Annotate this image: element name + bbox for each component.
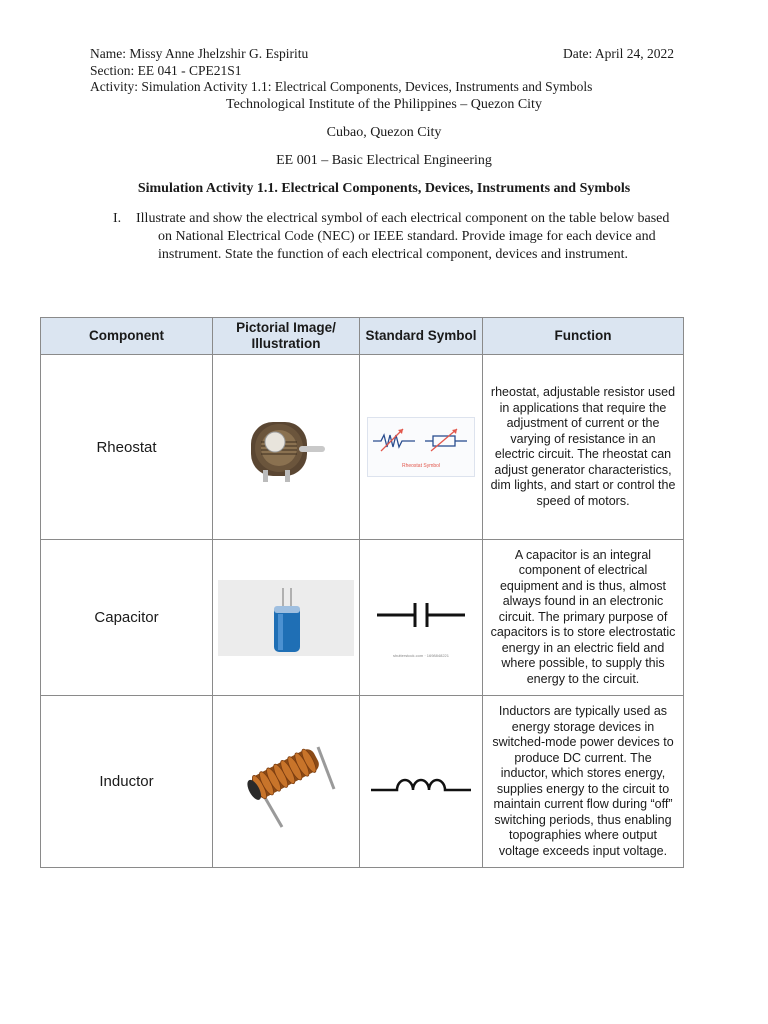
components-table — [40, 317, 684, 868]
capacitor-symbol-icon — [371, 573, 471, 663]
instruction-number: I. — [113, 211, 122, 226]
capacitor-photo-icon — [218, 580, 354, 656]
table-row — [41, 540, 684, 696]
date: Date: April 24, 2022 — [563, 46, 674, 61]
activity: Activity: Simulation Activity 1.1: Electrical Components, Devices, Instruments and Symbols — [90, 79, 593, 94]
institute-name: Technological Institute of the Philippines – Quezon City — [226, 97, 542, 112]
header-function: Function — [483, 318, 684, 355]
component-name: Inductor — [41, 696, 213, 868]
inductor-symbol-cell — [360, 696, 483, 868]
section: Section: EE 041 - CPE21S1 — [90, 63, 242, 78]
table-header-row — [41, 318, 684, 355]
inductor-symbol-icon — [367, 762, 475, 802]
component-function: rheostat, adjustable resistor used in applications that require the adjustment of current or the varying of resistance in an electric circuit. The rheostat can adjust generator characteristics, dim lights, and start or control the speed of motors. — [483, 355, 684, 540]
table-row — [41, 696, 684, 868]
component-name: Capacitor — [41, 540, 213, 696]
rheostat-symbol-cell — [360, 355, 483, 540]
header-component: Component — [41, 318, 213, 355]
header-pictorial: Pictorial Image/ Illustration — [213, 318, 360, 355]
header-symbol: Standard Symbol — [360, 318, 483, 355]
instruction-text — [114, 210, 676, 264]
table-row — [41, 355, 684, 540]
course-title: EE 001 – Basic Electrical Engineering — [276, 153, 492, 168]
rheostat-photo-cell — [213, 355, 360, 540]
capacitor-photo-cell — [213, 540, 360, 696]
activity-title: Simulation Activity 1.1. Electrical Components, Devices, Instruments and Symbols — [137, 181, 631, 196]
rheostat-photo-icon — [241, 402, 331, 492]
symbol-caption: Rheostat Symbol — [401, 463, 441, 469]
instruction-body: Illustrate and show the electrical symbol of each electrical component on the table below based on National Electrical Code (NEC) or IEEE standard. Provide image for each device and instrument. State the function of each electrical component, devices and instrument. — [136, 211, 670, 262]
inductor-photo-cell — [213, 696, 360, 868]
component-function: Inductors are typically used as energy storage devices in switched-mode power devices to produce DC current. The inductor, which stores energy, supplies energy to the circuit to maintain current flow during “off” switching periods, thus enabling topographies where output voltage exceeds input voltage. — [483, 696, 684, 868]
component-name: Rheostat — [41, 355, 213, 540]
student-name: Name: Missy Anne Jhelzshir G. Espiritu — [90, 46, 309, 61]
rheostat-symbol-icon — [367, 417, 475, 477]
symbol-caption: shutterstock.com · 1698848221 — [392, 652, 450, 658]
component-function: A capacitor is an integral component of electrical equipment and is thus, almost always found in an electronic circuit. The primary purpose of capacitors is to store electrostatic energy in an electric field and where possible, to supply this energy to the circuit. — [483, 540, 684, 696]
institute-location: Cubao, Quezon City — [326, 125, 442, 140]
capacitor-symbol-cell — [360, 540, 483, 696]
inductor-photo-icon — [226, 727, 346, 837]
